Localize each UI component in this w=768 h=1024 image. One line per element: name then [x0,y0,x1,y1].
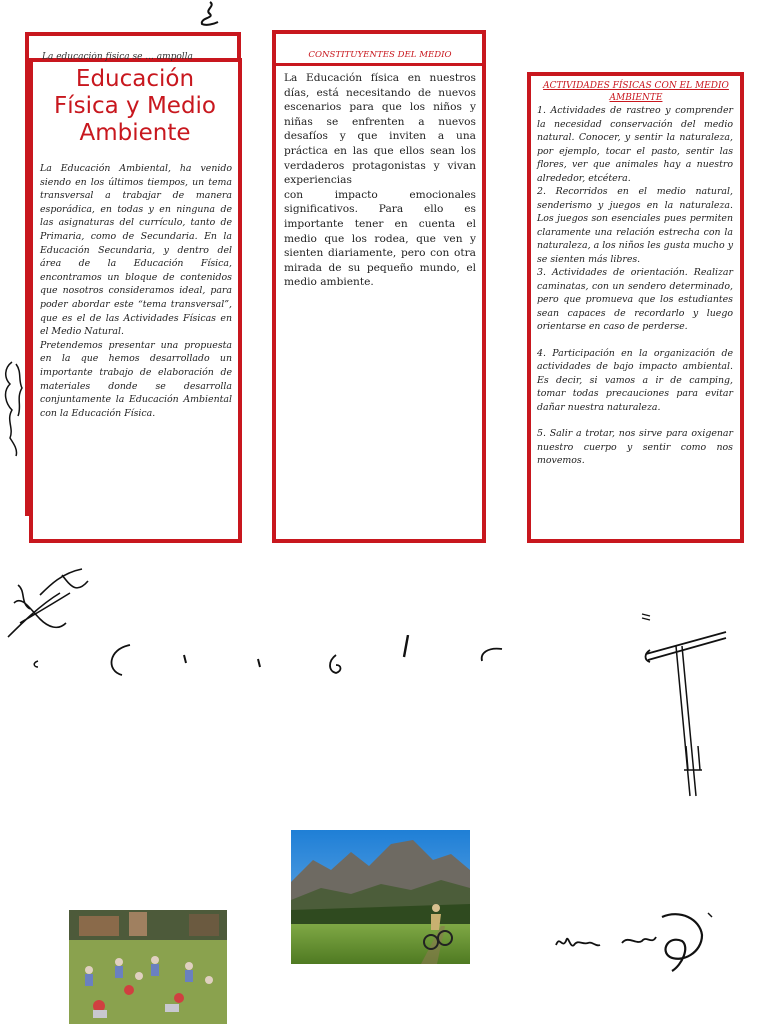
activity-item-3: 3. Actividades de orientación. Realizar caminatas, con un sendero determinado, pero que promueva que los estudiantes sean capaces de recordarlo y luego orientarse en caso de perderse. [537,267,733,332]
column2-heading: CONSTITUYENTES DEL MEDIO [308,50,452,60]
activity-item-5: 5. Salir a trotar, nos sirve para oxigenar nuestro cuerpo y sentir como nos movemos. [537,428,733,466]
column3-body [537,104,733,468]
scribble-bottom-right [552,905,722,980]
scribble-left-figure [0,358,30,458]
column1-paragraph-1: La Educación Ambiental, ha venido siendo en los últimos tiempos, un tema transversal a trabajar de manera esporádica, en todas y en ninguna de las asignaturas del currículo, tanto de Primaria, como de Secundaria. En la Educación Secundaria, y dentro del área de la Educación Física, encontramos un bloque de contenidos que nosotros consideramos ideal, para poder abordar este “tema transversal”, que es el de las Actividades Físicas en el Medio Natural. [40,163,232,338]
scribble-top [196,0,222,28]
title-line-3: Ambiente [79,120,191,146]
column1-body [40,162,232,420]
mountain-biker-photo [291,830,470,964]
scribble-pole [636,610,736,800]
activity-item-2: 2. Recorridos en el medio natural, senderismo y juegos en la naturaleza. Los juegos son esenciales pues permiten claramente una relación estrecha con la naturaleza, a los niños les gusta mucho y se sienten más libres. [537,186,733,265]
title-line-1: Educación [75,66,195,92]
column2-paragraph-cont: con impacto emocionales significativos. Para ello es importante tener en cuenta el medio que los rodea, que ven y sienten diariamente, pero con otra mirada de su pequeño mundo, el medio ambiente. [284,188,476,289]
column1-paragraph-2: Pretendemos presentar una propuesta en la que hemos desarrollado un importante trabajo de elaboración de materiales donde se desarrolla conjuntamente la Educación Ambiental con la Educación Física. [40,339,232,419]
scribble-row [30,635,510,680]
students-exercise-photo [69,910,227,1024]
column3-heading: ACTIVIDADES FÍSICAS CON EL MEDIO AMBIENTE [543,81,729,103]
activity-item-4: 4. Participación en la organización de actividades de bajo impacto ambiental. Es decir, si vamos a ir de camping, tomar todas precauciones para evitar dañar nuestra naturaleza. [537,347,733,413]
activity-item-1: 1. Actividades de rastreo y comprender la necesidad conservación del medio natural. Conocer, y sentir la naturaleza, por ejemplo, tocar el pasto, sentir las flores, ver que animales hay a nuestro alrededor, etcétera. [537,105,733,184]
column2-body [284,71,476,290]
column2-divider [276,63,482,66]
title-line-2: Física y Medio [53,93,217,119]
column2-paragraph: La Educación física en nuestros días, está necesitando de nuevos escenarios para que los niños y niñas se enfrenten a nuevos desafíos y que inviten a una práctica en las que ellos sean los verdaderos protagonistas y vivan experiencias [284,72,476,187]
page-title [40,66,230,147]
column1-top-text: La educación física se ... ampolla [42,52,193,62]
